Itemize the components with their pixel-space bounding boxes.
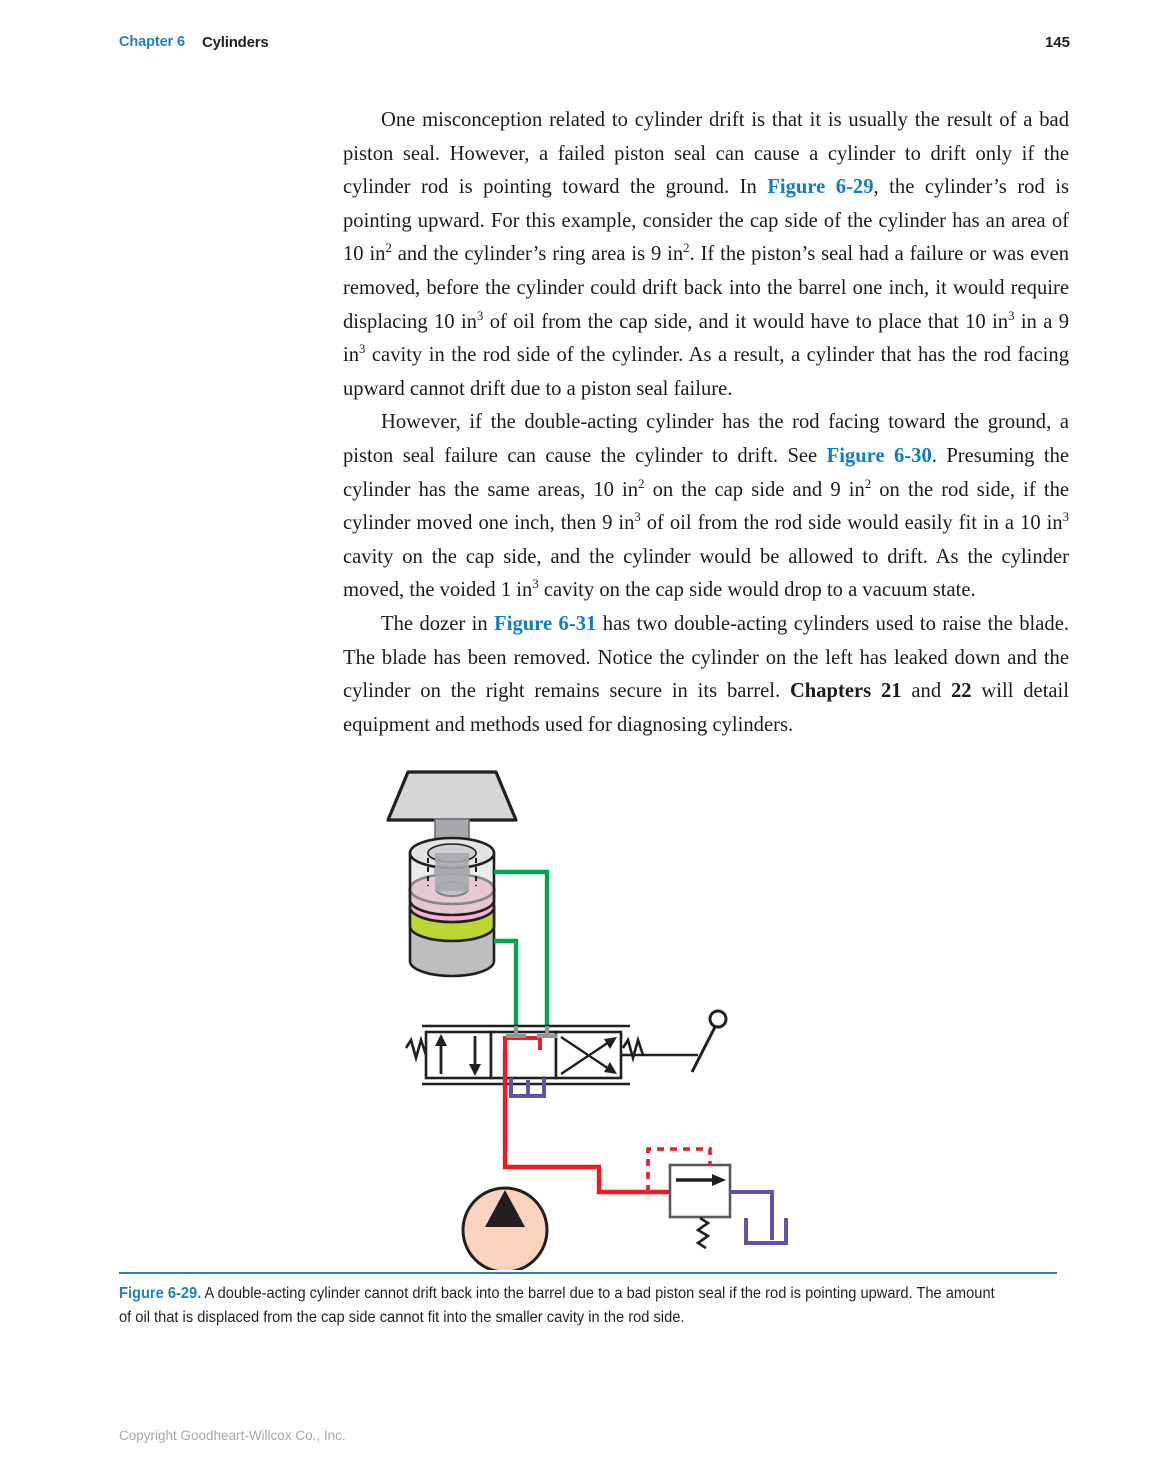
figure-6-29 <box>0 720 1156 1270</box>
valve-left-spring-icon <box>406 1040 426 1058</box>
running-head-chapter-label: Chapter 6 <box>119 34 185 50</box>
figure-caption-label: Figure 6-29. <box>119 1285 202 1302</box>
superscript: 3 <box>359 342 366 357</box>
superscript: 2 <box>864 476 872 491</box>
text-run: cavity on the cap side, and the cylinder would be allowed to drift. As the cylinder moved, the voided 1 in <box>343 545 1069 602</box>
text-run: and <box>901 680 951 703</box>
text-run: One misconception related to cylinder drift is that it is usually the result of a bad piston seal. However, a failed piston seal can cause a cylinder to drift only if the cylinder rod is pointing toward the ground. In <box>343 109 1069 199</box>
chapter-cross-reference: Chapters 21 <box>789 680 902 703</box>
valve-envelope-left[interactable] <box>426 1032 491 1078</box>
relief-valve-tank-line <box>730 1192 772 1240</box>
paragraph-p2 <box>343 406 1069 608</box>
text-run: will detail equipment and methods used for diagnosing cylinders. <box>343 680 1070 736</box>
rod-side-work-line <box>494 872 547 1031</box>
relief-valve-spring-icon <box>698 1218 708 1248</box>
text-run: cavity in the rod side of the cylinder. As a result, a cylinder that has the rod facing upward cannot drift due to a piston seal failure. <box>343 344 1069 400</box>
text-run: , the cylinder’s rod is pointing upward. For this example, consider the cap side of the cylinder has an area of 10 in <box>343 176 1070 266</box>
superscript: 3 <box>1062 510 1069 525</box>
hydraulic-schematic-diagram <box>380 740 800 1270</box>
manual-lever-knob-icon[interactable] <box>710 1011 726 1027</box>
superscript: 3 <box>634 510 641 525</box>
running-head-chapter-title: Cylinders <box>202 34 269 51</box>
superscript: 2 <box>683 241 690 256</box>
relief-valve-body <box>670 1165 730 1217</box>
body-text-column <box>343 104 1069 742</box>
text-run: However, if the double-acting cylinder has the rod facing toward the ground, a piston seal failure can cause the cylinder to drift. See <box>343 411 1069 467</box>
text-run: . Presuming the cylinder has the same areas, 10 in <box>343 444 1070 501</box>
footer-copyright: Copyright Goodheart-Willcox Co., Inc. <box>119 1428 346 1443</box>
text-run: on the rod side, if the cylinder moved one inch, then 9 in <box>343 478 1070 535</box>
running-head <box>0 34 1156 60</box>
chapter-cross-reference: 22 <box>950 680 972 703</box>
caption-divider-rule <box>119 1272 1057 1274</box>
load-mass-trapezoid <box>388 772 516 820</box>
text-run: in a 9 in <box>343 310 1069 367</box>
text-run: of oil from the rod side would easily fit in a 10 in <box>640 512 1063 535</box>
text-run: cavity on the cap side would drop to a vacuum state. <box>538 579 976 602</box>
paragraph-p1 <box>343 104 1069 406</box>
cap-side-work-line <box>494 941 516 1031</box>
superscript: 2 <box>385 241 392 256</box>
figure-caption <box>119 1282 1001 1330</box>
text-run: of oil from the cap side, and it would have to place that 10 in <box>483 310 1009 333</box>
superscript: 3 <box>1008 308 1015 323</box>
text-run: on the cap side and 9 in <box>644 478 865 501</box>
rod-inside-barrel <box>435 853 469 891</box>
text-run: has two double-acting cylinders used to raise the blade. The blade has been removed. Notice the cylinder on the left has leaked down and the cylinder on the right remains secure in its barrel. <box>343 612 1070 703</box>
text-run: . If the piston’s seal had a failure or was even removed, before the cylinder could drift back into the barrel one inch, it would require displacing 10 in <box>343 243 1070 333</box>
relief-valve-reservoir-symbol <box>746 1218 786 1243</box>
figure-cross-reference: Figure 6-29 <box>767 176 874 199</box>
figure-cross-reference: Figure 6-30 <box>826 444 932 467</box>
superscript: 2 <box>638 476 645 491</box>
page-number: 145 <box>1044 34 1070 51</box>
figure-caption-text: A double-acting cylinder cannot drift back into the barrel due to a bad piston seal if the rod is pointing upward. The amount of oil that is displaced from the cap side cannot fit into the smaller cavity in the rod side. <box>119 1285 995 1326</box>
text-run: and the cylinder’s ring area is 9 in <box>391 243 684 266</box>
manual-lever-handle[interactable] <box>692 1025 716 1072</box>
superscript: 3 <box>532 577 539 592</box>
figure-cross-reference: Figure 6-31 <box>494 612 597 635</box>
text-run: The dozer in <box>381 612 495 635</box>
superscript: 3 <box>476 308 484 323</box>
